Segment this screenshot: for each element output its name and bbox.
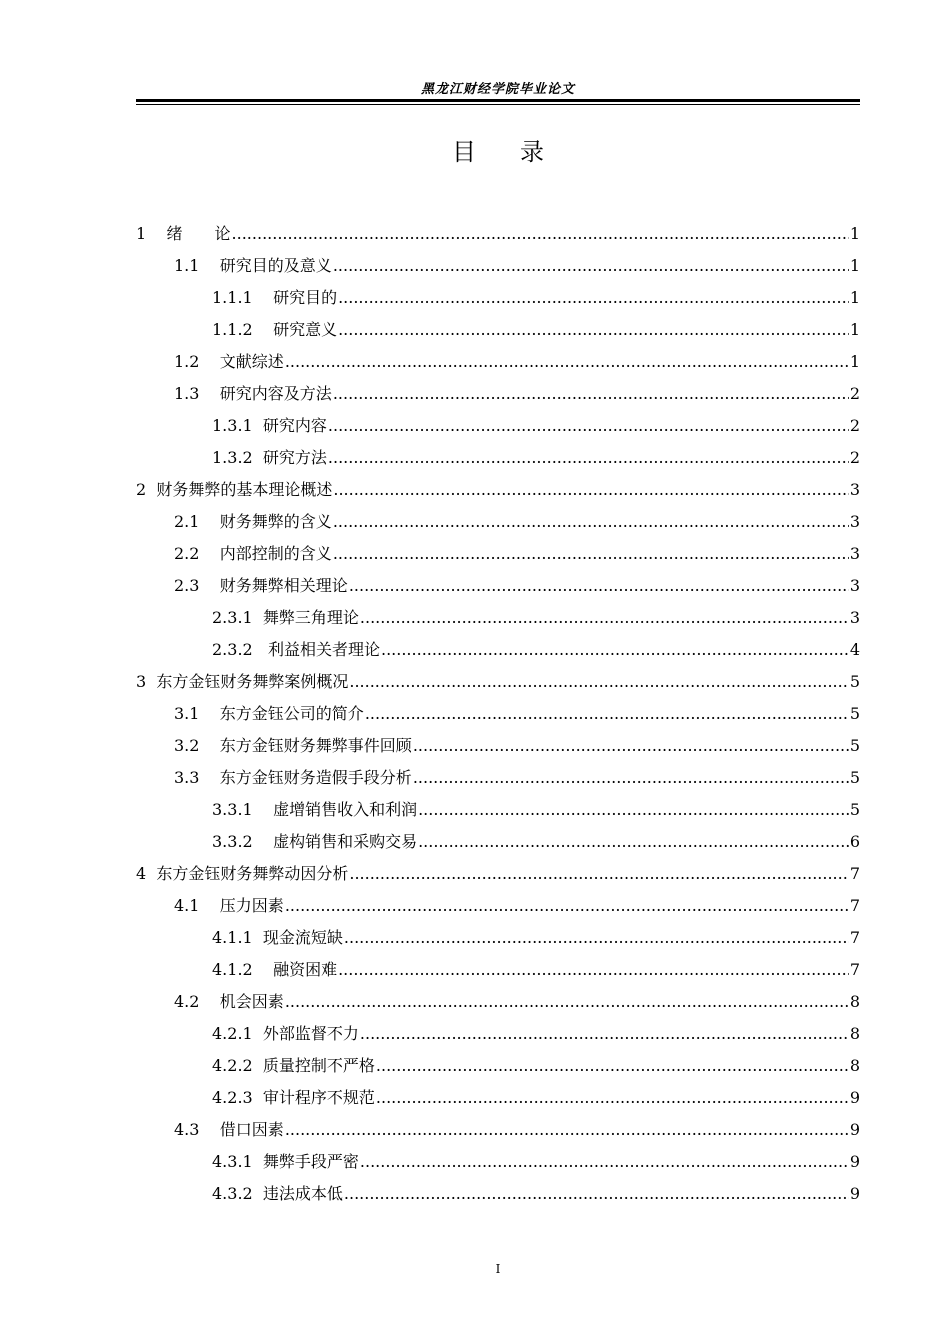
toc-entry-number: 3.1 <box>174 704 200 723</box>
toc-dot-leader <box>413 730 849 762</box>
toc-entry-label: 研究方法 <box>262 448 327 467</box>
toc-entry-number: 4.2.1 <box>212 1024 253 1043</box>
toc-entry-label: 东方金钰财务舞弊动因分析 <box>156 864 349 883</box>
toc-entry-gap <box>146 218 166 250</box>
toc-entry[interactable] <box>136 986 860 1018</box>
toc-dot-leader <box>333 506 849 538</box>
toc-entry-page: 5 <box>849 800 860 819</box>
toc-entry-number: 4.3.2 <box>212 1184 253 1203</box>
toc-entry-label: 机会因素 <box>219 992 284 1011</box>
toc-dot-leader <box>365 698 849 730</box>
toc-entry[interactable] <box>136 538 860 570</box>
toc-entry-number: 2.3 <box>174 576 200 595</box>
toc-entry-gap <box>199 506 219 538</box>
toc-entry-number: 1.3.2 <box>212 448 253 467</box>
toc-dot-leader <box>360 1018 849 1050</box>
toc-entry-number: 2.2 <box>174 544 200 563</box>
toc-entry-page: 7 <box>849 896 860 915</box>
toc-entry-label: 研究内容 <box>262 416 327 435</box>
toc-entry[interactable] <box>136 250 860 282</box>
toc-entry-label: 违法成本低 <box>262 1184 343 1203</box>
toc-entry-page: 3 <box>849 512 860 531</box>
toc-entry-label: 研究意义 <box>273 320 338 339</box>
toc-entry-gap <box>199 730 219 762</box>
toc-entry[interactable] <box>136 282 860 314</box>
toc-entry-number: 2.3.1 <box>212 608 253 627</box>
toc-entry-gap <box>253 314 273 346</box>
toc-entry-page: 5 <box>849 736 860 755</box>
toc-entry-gap <box>253 954 273 986</box>
toc-dot-leader <box>285 986 849 1018</box>
toc-entry-gap <box>199 698 219 730</box>
toc-entry[interactable] <box>136 474 860 506</box>
toc-entry-page: 9 <box>849 1152 860 1171</box>
toc-entry-number: 4 <box>136 864 147 883</box>
toc-entry-number: 3.3 <box>174 768 200 787</box>
toc-dot-leader <box>418 794 849 826</box>
toc-dot-leader <box>333 474 848 506</box>
toc-entry-label: 虚构销售和采购交易 <box>273 832 418 851</box>
toc-entry-gap <box>199 538 219 570</box>
toc-dot-leader <box>344 1178 849 1210</box>
toc-dot-leader <box>232 218 849 250</box>
toc-entry-gap <box>253 282 273 314</box>
toc-dot-leader <box>349 858 848 890</box>
toc-entry-page: 7 <box>849 864 860 883</box>
toc-entry[interactable] <box>136 1050 860 1082</box>
toc-entry-label: 研究目的及意义 <box>219 256 332 275</box>
toc-entry-gap <box>199 346 219 378</box>
toc-entry[interactable] <box>136 858 860 890</box>
toc-entry-gap <box>253 602 263 634</box>
toc-entry-page: 6 <box>849 832 860 851</box>
toc-entry-page: 1 <box>849 288 860 307</box>
toc-entry-number: 4.2.2 <box>212 1056 253 1075</box>
toc-entry-label: 虚增销售收入和利润 <box>273 800 418 819</box>
toc-entry-page: 8 <box>849 1024 860 1043</box>
toc-dot-leader <box>338 954 849 986</box>
toc-entry[interactable] <box>136 762 860 794</box>
toc-entry-page: 1 <box>849 352 860 371</box>
toc-entry-number: 3.3.1 <box>212 800 253 819</box>
toc-entry[interactable] <box>136 698 860 730</box>
toc-dot-leader <box>360 1146 849 1178</box>
toc-entry[interactable] <box>136 314 860 346</box>
toc-entry[interactable] <box>136 1114 860 1146</box>
toc-entry[interactable] <box>136 570 860 602</box>
toc-entry-label: 东方金钰公司的简介 <box>219 704 364 723</box>
toc-entry-label: 东方金钰财务造假手段分析 <box>219 768 412 787</box>
toc-entry-number: 1.1 <box>174 256 200 275</box>
toc-dot-leader <box>344 922 849 954</box>
toc-entry-label: 融资困难 <box>273 960 338 979</box>
toc-entry-label: 绪 论 <box>166 224 231 243</box>
toc-entry-number: 1.1.2 <box>212 320 253 339</box>
toc-entry-label: 东方金钰财务舞弊案例概况 <box>156 672 349 691</box>
toc-entry-gap <box>199 986 219 1018</box>
toc-entry[interactable] <box>136 730 860 762</box>
toc-entry-gap <box>253 1146 263 1178</box>
toc-entry[interactable] <box>136 922 860 954</box>
toc-entry-number: 1.2 <box>174 352 200 371</box>
toc-entry[interactable] <box>136 506 860 538</box>
toc-entry-number: 4.2.3 <box>212 1088 253 1107</box>
toc-entry-page: 7 <box>849 928 860 947</box>
toc-entry-page: 5 <box>849 672 860 691</box>
toc-entry-page: 1 <box>849 320 860 339</box>
toc-entry-number: 1.3 <box>174 384 200 403</box>
toc-entry-page: 3 <box>849 480 860 499</box>
toc-entry-label: 东方金钰财务舞弊事件回顾 <box>219 736 412 755</box>
toc-dot-leader <box>328 410 849 442</box>
toc-entry-label: 外部监督不力 <box>262 1024 359 1043</box>
toc-entry-gap <box>253 922 263 954</box>
toc-entry-gap <box>253 1178 263 1210</box>
toc-entry-number: 3.3.2 <box>212 832 253 851</box>
toc-entry-gap <box>199 570 219 602</box>
toc-entry-number: 4.2 <box>174 992 200 1011</box>
toc-entry[interactable] <box>136 1178 860 1210</box>
toc-entry-number: 3 <box>136 672 147 691</box>
toc-dot-leader <box>349 570 849 602</box>
toc-entry-number: 1.1.1 <box>212 288 253 307</box>
toc-dot-leader <box>333 378 849 410</box>
toc-entry[interactable] <box>136 378 860 410</box>
toc-entry-number: 2.1 <box>174 512 200 531</box>
toc-entry-label: 内部控制的含义 <box>219 544 332 563</box>
toc-entry-page: 8 <box>849 992 860 1011</box>
toc-entry[interactable] <box>136 634 860 666</box>
toc-entry-page: 9 <box>849 1184 860 1203</box>
toc-entry-page: 3 <box>849 544 860 563</box>
toc-entry-number: 2 <box>136 480 147 499</box>
toc-entry-page: 8 <box>849 1056 860 1075</box>
toc-entry-page: 5 <box>849 768 860 787</box>
toc-entry-number: 1 <box>136 224 147 243</box>
toc-entry-gap <box>253 794 273 826</box>
toc-entry-gap <box>146 858 156 890</box>
toc-entry[interactable] <box>136 954 860 986</box>
toc-dot-leader <box>285 346 849 378</box>
toc-entry-label: 利益相关者理论 <box>267 640 380 659</box>
page-title: 目录 <box>452 138 588 166</box>
toc-entry[interactable] <box>136 794 860 826</box>
toc-entry-label: 财务舞弊的基本理论概述 <box>156 480 333 499</box>
toc-entry-label: 文献综述 <box>219 352 284 371</box>
toc-entry-gap <box>199 1114 219 1146</box>
toc-entry[interactable] <box>136 1082 860 1114</box>
toc-entry-number: 4.3.1 <box>212 1152 253 1171</box>
toc-entry-label: 质量控制不严格 <box>262 1056 375 1075</box>
toc-entry-gap <box>253 1082 263 1114</box>
toc-entry-page: 3 <box>849 576 860 595</box>
toc-entry-gap <box>146 474 156 506</box>
toc-entry-number: 4.1.1 <box>212 928 253 947</box>
header-rule-thick <box>136 99 860 102</box>
toc-dot-leader <box>285 890 849 922</box>
table-of-contents <box>136 218 860 1210</box>
toc-entry-label: 研究内容及方法 <box>219 384 332 403</box>
toc-entry-number: 1.3.1 <box>212 416 253 435</box>
toc-dot-leader <box>338 282 849 314</box>
toc-entry-page: 5 <box>849 704 860 723</box>
toc-entry-gap <box>199 378 219 410</box>
toc-dot-leader <box>285 1114 849 1146</box>
toc-entry[interactable] <box>136 1146 860 1178</box>
toc-entry-label: 压力因素 <box>219 896 284 915</box>
toc-entry-page: 1 <box>849 224 860 243</box>
toc-entry[interactable] <box>136 602 860 634</box>
toc-entry-gap <box>253 1050 263 1082</box>
toc-entry-page: 9 <box>849 1120 860 1139</box>
toc-dot-leader <box>360 602 849 634</box>
toc-dot-leader <box>333 250 849 282</box>
toc-entry[interactable] <box>136 218 860 250</box>
page-number: I <box>495 1262 501 1276</box>
toc-entry-label: 审计程序不规范 <box>262 1088 375 1107</box>
header-rule-thin <box>136 104 860 105</box>
toc-entry-page: 2 <box>849 448 860 467</box>
toc-entry-page: 7 <box>849 960 860 979</box>
toc-dot-leader <box>349 666 848 698</box>
toc-entry-label: 借口因素 <box>219 1120 284 1139</box>
toc-dot-leader <box>338 314 849 346</box>
toc-dot-leader <box>376 1082 849 1114</box>
toc-entry-gap <box>253 1018 263 1050</box>
toc-entry-label: 舞弊手段严密 <box>262 1152 359 1171</box>
toc-entry-number: 3.2 <box>174 736 200 755</box>
toc-entry-label: 舞弊三角理论 <box>262 608 359 627</box>
toc-entry[interactable] <box>136 890 860 922</box>
toc-entry-gap <box>253 826 273 858</box>
toc-entry-number: 4.3 <box>174 1120 200 1139</box>
toc-dot-leader <box>418 826 849 858</box>
toc-entry-page: 2 <box>849 416 860 435</box>
toc-entry-label: 现金流短缺 <box>262 928 343 947</box>
toc-entry-number: 4.1.2 <box>212 960 253 979</box>
toc-entry-page: 2 <box>849 384 860 403</box>
toc-entry-label: 研究目的 <box>273 288 338 307</box>
toc-entry-gap <box>199 250 219 282</box>
toc-entry-gap <box>199 890 219 922</box>
toc-entry-page: 3 <box>849 608 860 627</box>
toc-entry[interactable] <box>136 410 860 442</box>
toc-entry[interactable] <box>136 1018 860 1050</box>
toc-entry-page: 9 <box>849 1088 860 1107</box>
running-header: 黑龙江财经学院毕业论文 <box>420 82 575 97</box>
toc-dot-leader <box>333 538 849 570</box>
toc-entry-gap <box>253 442 263 474</box>
toc-entry-gap <box>199 762 219 794</box>
toc-entry[interactable] <box>136 346 860 378</box>
toc-entry-page: 1 <box>849 256 860 275</box>
toc-entry[interactable] <box>136 442 860 474</box>
toc-entry-number: 2.3.2 <box>212 640 253 659</box>
toc-entry-label: 财务舞弊相关理论 <box>219 576 348 595</box>
toc-entry[interactable] <box>136 826 860 858</box>
toc-entry-number: 4.1 <box>174 896 200 915</box>
toc-dot-leader <box>376 1050 849 1082</box>
toc-entry[interactable] <box>136 666 860 698</box>
toc-dot-leader <box>413 762 849 794</box>
toc-dot-leader <box>328 442 849 474</box>
toc-entry-gap <box>146 666 156 698</box>
toc-dot-leader <box>381 634 849 666</box>
toc-entry-label: 财务舞弊的含义 <box>219 512 332 531</box>
toc-entry-gap <box>253 634 268 666</box>
toc-entry-gap <box>253 410 263 442</box>
toc-entry-page: 4 <box>849 640 860 659</box>
